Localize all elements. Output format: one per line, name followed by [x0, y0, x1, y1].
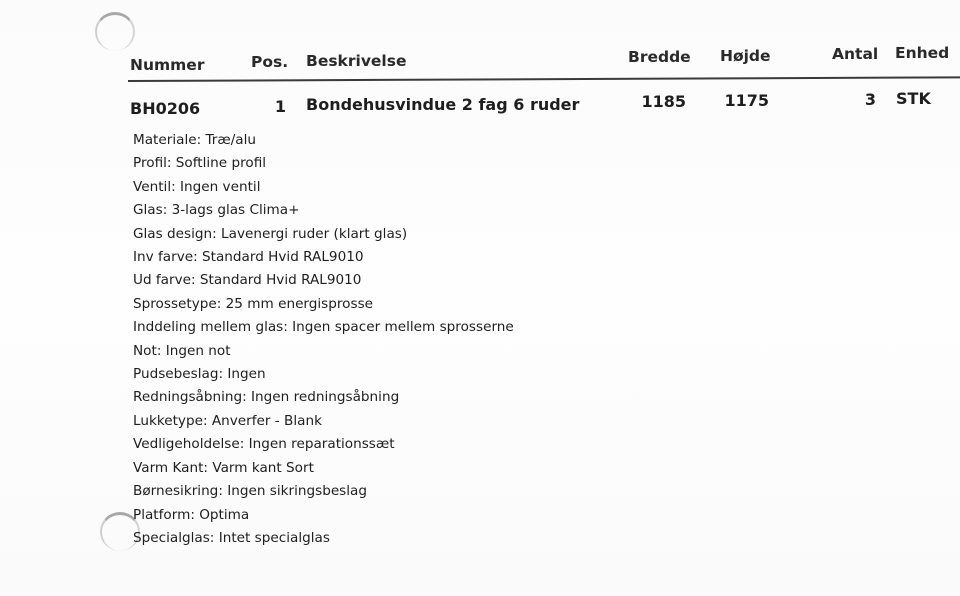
spec-pudsebeslag: Pudsebeslag: Ingen [133, 366, 266, 383]
cell-beskrivelse: Bondehusvindue 2 fag 6 ruder [306, 95, 580, 114]
spec-bornesikring: Børnesikring: Ingen sikringsbeslag [133, 483, 368, 500]
column-header-hojde: Højde [720, 47, 771, 65]
spec-redningsabning: Redningsåbning: Ingen redningsåbning [133, 389, 400, 406]
column-header-enhed: Enhed [895, 44, 950, 62]
cell-enhed: STK [896, 89, 931, 108]
spec-glas: Glas: 3-lags glas Clima+ [133, 202, 300, 219]
column-header-antal: Antal [832, 45, 879, 63]
column-header-nummer: Nummer [130, 56, 205, 74]
cell-bredde: 1185 [641, 92, 686, 111]
spec-varm-kant: Varm Kant: Varm kant Sort [133, 459, 314, 476]
spec-lukketype: Lukketype: Anverfer - Blank [133, 412, 322, 429]
spec-sprossetype: Sprossetype: 25 mm energisprosse [133, 295, 374, 312]
cell-hojde: 1175 [724, 91, 769, 110]
spec-materiale: Materiale: Træ/alu [133, 132, 257, 148]
spec-platform: Platform: Optima [133, 506, 250, 523]
spec-inv-farve: Inv farve: Standard Hvid RAL9010 [133, 249, 364, 266]
column-header-pos: Pos. [251, 53, 289, 71]
cell-pos: 1 [274, 97, 286, 116]
specification-list [133, 129, 514, 550]
spec-ventil: Ventil: Ingen ventil [133, 178, 261, 195]
spec-glas-design: Glas design: Lavenergi ruder (klart glas) [133, 225, 408, 242]
punch-hole-mark [95, 12, 135, 51]
spec-not: Not: Ingen not [133, 342, 231, 359]
column-header-beskrivelse: Beskrivelse [306, 52, 407, 70]
spec-inddeling: Inddeling mellem glas: Ingen spacer mellem sprosserne [133, 319, 514, 336]
cell-nummer: BH0206 [130, 99, 201, 118]
header-divider [128, 76, 960, 82]
spec-vedligeholdelse: Vedligeholdelse: Ingen reparationssæt [133, 436, 395, 453]
column-header-bredde: Bredde [628, 48, 691, 66]
spec-ud-farve: Ud farve: Standard Hvid RAL9010 [133, 272, 362, 289]
spec-specialglas: Specialglas: Intet specialglas [133, 529, 330, 546]
spec-profil: Profil: Softline profil [133, 155, 267, 172]
cell-antal: 3 [864, 90, 876, 109]
